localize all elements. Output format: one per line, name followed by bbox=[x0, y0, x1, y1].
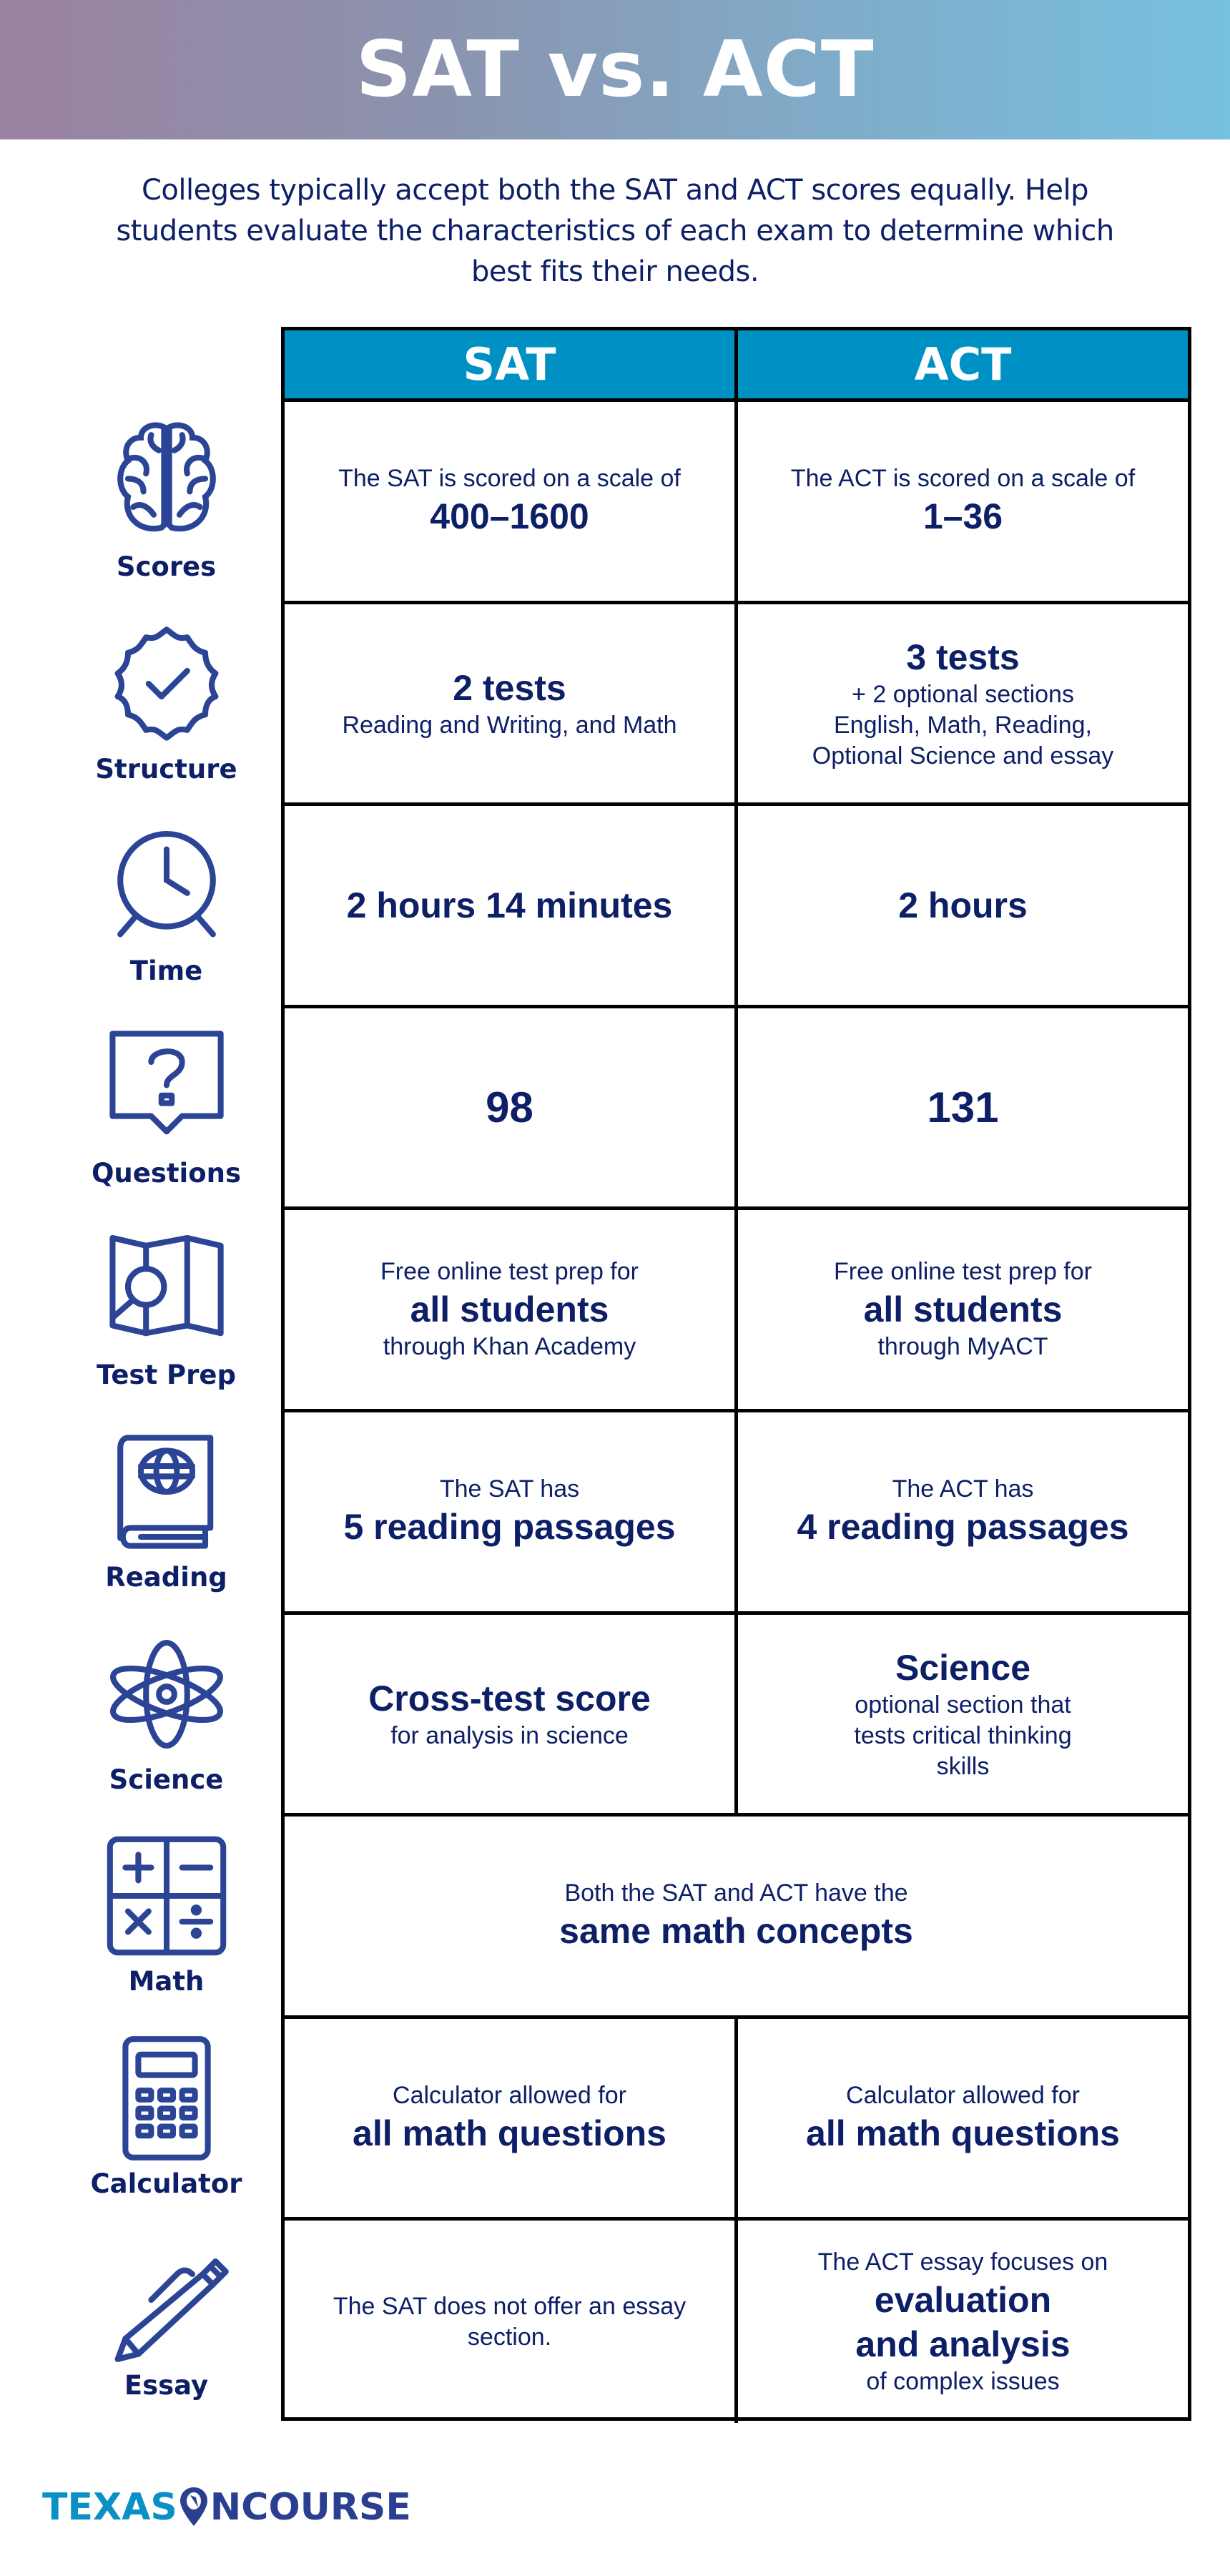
math-operators-icon bbox=[102, 1832, 231, 1960]
table-row-math bbox=[285, 1817, 1188, 2019]
cell-highlight: 98 bbox=[486, 1083, 533, 1131]
cell-text: The SAT has bbox=[439, 1475, 580, 1503]
cell-highlight: 2 tests bbox=[453, 667, 566, 708]
category-questions bbox=[57, 1005, 275, 1207]
category-label: Scores bbox=[116, 551, 217, 582]
table-row-calculator bbox=[285, 2019, 1188, 2221]
cell-text: The SAT is scored on a scale of bbox=[338, 465, 681, 493]
category-science bbox=[57, 1611, 275, 1814]
cell-text: through Khan Academy bbox=[383, 1333, 636, 1361]
act-cell bbox=[734, 1412, 1188, 1611]
act-cell bbox=[734, 604, 1188, 803]
column-header-sat: SAT bbox=[463, 338, 556, 390]
category-reading bbox=[57, 1409, 275, 1611]
cell-highlight: 1–36 bbox=[923, 496, 1003, 537]
page-title: SAT vs. ACT bbox=[355, 24, 875, 114]
category-scores bbox=[57, 398, 275, 601]
table-row-scores bbox=[285, 402, 1188, 604]
cell-text: The SAT does not offer an essay bbox=[333, 2292, 687, 2320]
table-row-science bbox=[285, 1615, 1188, 1817]
sat-cell bbox=[285, 402, 734, 601]
cell-text: English, Math, Reading, bbox=[834, 711, 1092, 739]
cell-text: Free online test prep for bbox=[834, 1258, 1092, 1286]
cell-text: Optional Science and essay bbox=[812, 742, 1114, 770]
cell-text: for analysis in science bbox=[390, 1721, 629, 1749]
cell-text: Calculator allowed for bbox=[393, 2082, 626, 2110]
table-header bbox=[285, 330, 1188, 402]
table-row-essay bbox=[285, 2221, 1188, 2423]
act-cell bbox=[734, 1008, 1188, 1207]
cell-text: Calculator allowed for bbox=[846, 2082, 1080, 2110]
column-header-act: ACT bbox=[734, 330, 1188, 398]
table-row-questions bbox=[285, 1008, 1188, 1211]
badge-check-icon bbox=[102, 619, 231, 748]
intro-text: Colleges typically accept both the SAT and ACT scores equally. Help students evaluate the characteristics of each exam to determine which best fits their needs. bbox=[116, 174, 1114, 288]
cell-text: through MyACT bbox=[877, 1333, 1048, 1361]
sat-cell bbox=[285, 1412, 734, 1611]
cell-text: Both the SAT and ACT have the bbox=[564, 1879, 908, 1907]
cell-highlight: Cross-test score bbox=[368, 1678, 651, 1719]
cell-text: The ACT essay focuses on bbox=[817, 2248, 1108, 2276]
sat-cell bbox=[285, 806, 734, 1005]
logo-text-oncourse: NCOURSE bbox=[210, 2486, 411, 2529]
category-label: Calculator bbox=[90, 2168, 242, 2199]
cell-highlight: and analysis bbox=[855, 2324, 1071, 2364]
category-math bbox=[57, 1813, 275, 2015]
category-label: Questions bbox=[91, 1157, 242, 1189]
cell-highlight: 2 hours 14 minutes bbox=[346, 885, 673, 925]
cell-text: optional section that bbox=[855, 1691, 1071, 1719]
texas-oncourse-logo bbox=[42, 2486, 411, 2529]
cell-text: tests critical thinking bbox=[854, 1721, 1072, 1749]
sat-cell bbox=[285, 1210, 734, 1409]
cell-highlight: Science bbox=[895, 1647, 1030, 1688]
act-cell bbox=[734, 1210, 1188, 1409]
cell-highlight: all math questions bbox=[806, 2113, 1120, 2154]
category-label: Reading bbox=[105, 1561, 227, 1593]
sat-cell bbox=[285, 604, 734, 803]
category-label: Test Prep bbox=[97, 1360, 236, 1391]
table-row-time bbox=[285, 806, 1188, 1008]
comparison-table bbox=[281, 327, 1191, 2421]
table-row-test-prep bbox=[285, 1210, 1188, 1412]
brain-icon bbox=[102, 417, 231, 546]
category-label: Time bbox=[129, 955, 203, 987]
title-banner bbox=[0, 0, 1230, 139]
cell-highlight: 2 hours bbox=[898, 885, 1028, 925]
sat-cell bbox=[285, 1008, 734, 1207]
cell-text: section. bbox=[467, 2323, 552, 2351]
sat-cell bbox=[285, 1615, 734, 1814]
category-time bbox=[57, 802, 275, 1005]
sat-cell bbox=[285, 2221, 734, 2423]
cell-highlight: all students bbox=[410, 1289, 609, 1330]
cell-highlight: 3 tests bbox=[906, 636, 1020, 677]
category-calculator bbox=[57, 2015, 275, 2218]
cell-text: Reading and Writing, and Math bbox=[342, 711, 677, 739]
logo-text-texas: TEXAS bbox=[42, 2486, 177, 2529]
category-test-prep bbox=[57, 1206, 275, 1409]
both-cell bbox=[285, 1817, 1188, 2015]
act-cell bbox=[734, 402, 1188, 601]
calculator-icon bbox=[102, 2034, 231, 2163]
cell-highlight: 131 bbox=[927, 1083, 999, 1131]
question-bubble-icon bbox=[102, 1023, 231, 1152]
cell-text: Free online test prep for bbox=[380, 1258, 639, 1286]
act-cell bbox=[734, 2019, 1188, 2218]
cell-highlight: 5 reading passages bbox=[343, 1507, 676, 1548]
act-cell bbox=[734, 2221, 1188, 2423]
pen-icon bbox=[102, 2236, 231, 2364]
cell-highlight: all students bbox=[863, 1289, 1063, 1330]
cell-text: of complex issues bbox=[866, 2367, 1060, 2395]
category-label: Essay bbox=[124, 2370, 209, 2402]
category-structure bbox=[57, 601, 275, 803]
alarm-clock-icon bbox=[102, 821, 231, 950]
category-label: Science bbox=[109, 1764, 224, 1795]
cell-text: The ACT is scored on a scale of bbox=[790, 465, 1136, 493]
category-essay bbox=[57, 2217, 275, 2419]
sat-cell bbox=[285, 2019, 734, 2218]
act-cell bbox=[734, 806, 1188, 1005]
atom-icon bbox=[102, 1630, 231, 1759]
cell-highlight: same math concepts bbox=[559, 1911, 913, 1952]
category-label: Structure bbox=[95, 753, 237, 785]
cell-highlight: 4 reading passages bbox=[797, 1507, 1129, 1548]
cell-text: The ACT has bbox=[892, 1475, 1034, 1503]
map-search-icon bbox=[102, 1225, 231, 1354]
table-row-structure bbox=[285, 604, 1188, 807]
table-row-reading bbox=[285, 1412, 1188, 1615]
location-pin-icon bbox=[179, 2486, 209, 2529]
cell-highlight: all math questions bbox=[353, 2113, 666, 2154]
cell-text: + 2 optional sections bbox=[852, 680, 1074, 708]
cell-highlight: 400–1600 bbox=[430, 496, 589, 537]
globe-book-icon bbox=[102, 1427, 231, 1556]
act-cell bbox=[734, 1615, 1188, 1814]
category-label: Math bbox=[128, 1966, 205, 1997]
cell-text: skills bbox=[936, 1752, 990, 1780]
cell-highlight: evaluation bbox=[874, 2279, 1052, 2320]
